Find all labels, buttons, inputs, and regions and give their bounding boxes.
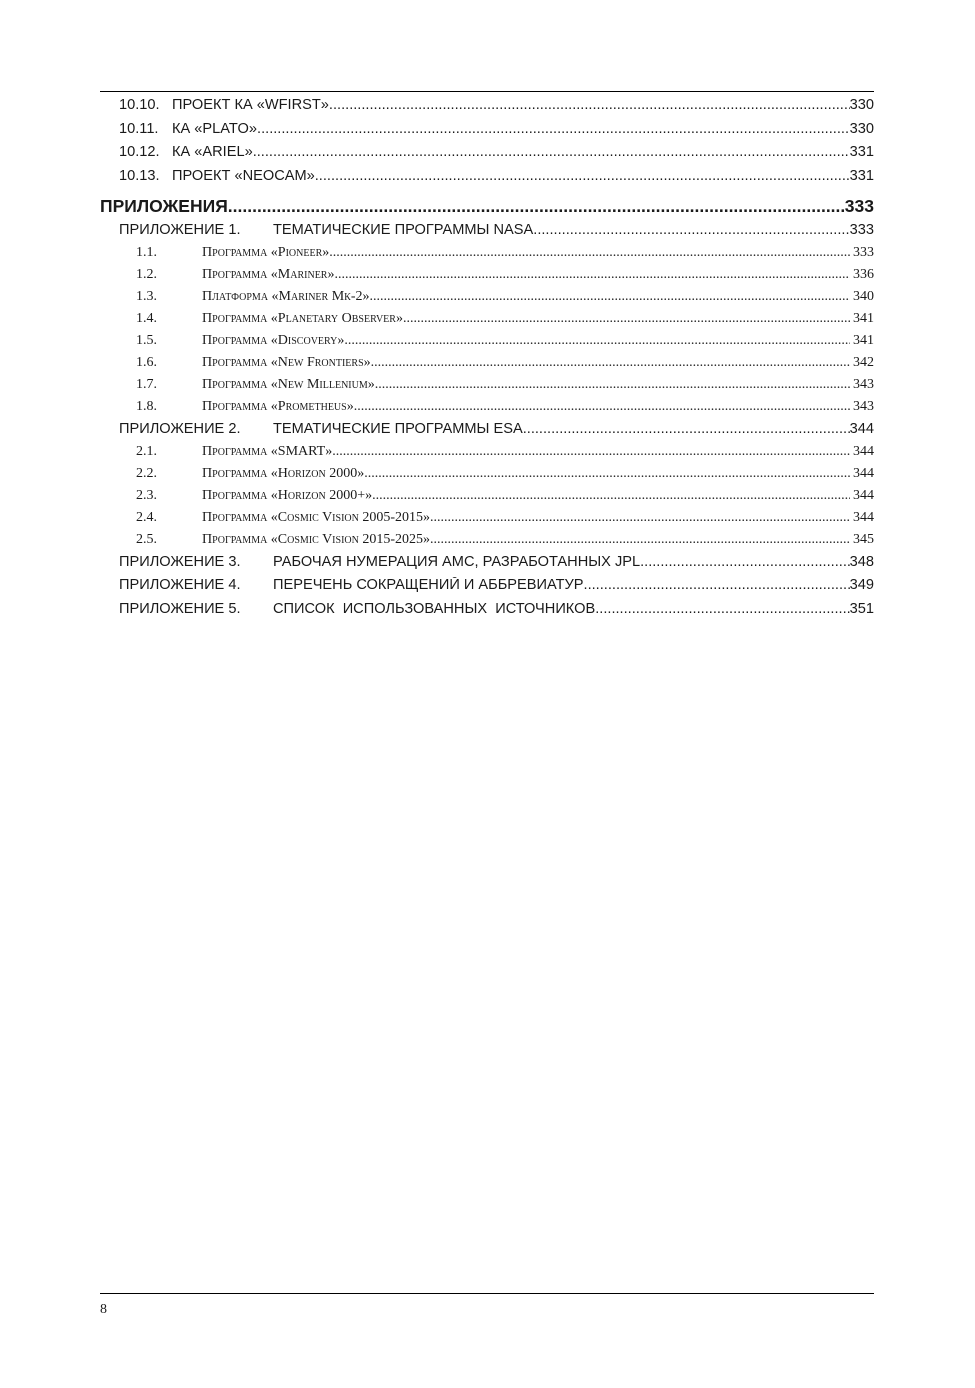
leader-dots — [364, 466, 850, 482]
leader-dots — [523, 421, 850, 437]
subitem-number: 1.8. — [136, 398, 157, 414]
leader-dots — [257, 121, 850, 137]
subitem-page: 345 — [853, 532, 874, 548]
entry-title: КА «ARIEL» — [172, 144, 253, 161]
subitem-page: 344 — [853, 466, 874, 482]
subitem-number: 2.1. — [136, 444, 157, 460]
entry-page: 331 — [849, 144, 874, 161]
leader-dots — [228, 196, 845, 217]
toc-entry-appendix[interactable] — [100, 601, 874, 624]
leader-dots — [403, 311, 850, 327]
leader-dots — [334, 267, 850, 283]
entry-page: 330 — [849, 97, 874, 113]
toc-entry-section[interactable] — [100, 97, 874, 121]
leader-dots — [354, 399, 850, 415]
leader-dots — [329, 245, 850, 261]
subitem-number: 1.1. — [136, 244, 157, 260]
subitem-number: 2.3. — [136, 488, 157, 504]
leader-dots — [315, 168, 850, 184]
subitem-title: Программа «Planetary Observer» — [202, 310, 403, 326]
subitem-title: Программа «New Millenium» — [202, 376, 375, 392]
toc-entry-section[interactable] — [100, 144, 874, 168]
header-rule — [100, 91, 874, 92]
toc-entry-section[interactable] — [100, 168, 874, 192]
toc-entry-subitem[interactable] — [100, 488, 874, 510]
subitem-page: 340 — [853, 288, 874, 304]
toc-entry-subitem[interactable] — [100, 267, 874, 289]
toc-entry-subitem[interactable] — [100, 510, 874, 532]
toc-entry-appendix[interactable] — [100, 554, 874, 577]
subitem-title: Программа «New Frontiers» — [202, 354, 371, 370]
appendix-number: ПРИЛОЖЕНИЕ 2. — [119, 420, 241, 437]
subitem-title: Программа «SMART» — [202, 444, 333, 460]
entry-title: ПРОЕКТ КА «WFIRST» — [172, 97, 329, 113]
appendix-number: ПРИЛОЖЕНИЕ 1. — [119, 221, 241, 238]
toc-entry-subitem[interactable] — [100, 355, 874, 377]
toc-entry-subitem[interactable] — [100, 532, 874, 554]
appendix-title: СПИСОК ИСПОЛЬЗОВАННЫХ ИСТОЧНИКОВ — [273, 600, 596, 617]
toc-entry-part[interactable] — [100, 192, 874, 222]
subitem-page: 343 — [853, 376, 874, 392]
leader-dots — [430, 510, 850, 526]
appendix-page: 351 — [849, 600, 874, 617]
subitem-number: 1.5. — [136, 332, 157, 348]
leader-dots — [533, 222, 849, 238]
leader-dots — [640, 554, 850, 570]
leader-dots — [253, 144, 850, 160]
subitem-title: Программа «Discovery» — [202, 332, 345, 348]
subitem-number: 1.2. — [136, 266, 157, 282]
entry-number: 10.13. — [119, 168, 160, 185]
part-title: ПРИЛОЖЕНИЯ — [100, 196, 228, 217]
appendix-title: ТЕМАТИЧЕСКИЕ ПРОГРАММЫ ESA — [273, 420, 523, 437]
subitem-page: 344 — [853, 510, 874, 526]
subitem-title: Программа «Mariner» — [202, 266, 335, 282]
entry-number: 10.10. — [119, 97, 160, 113]
subitem-number: 1.6. — [136, 354, 157, 370]
subitem-page: 341 — [853, 332, 874, 348]
leader-dots — [370, 289, 851, 305]
subitem-number: 1.4. — [136, 310, 157, 326]
toc-entry-subitem[interactable] — [100, 377, 874, 399]
table-of-contents — [100, 97, 874, 624]
appendix-number: ПРИЛОЖЕНИЕ 4. — [119, 577, 241, 594]
entry-title: ПРОЕКТ «NEOCAM» — [172, 168, 315, 185]
toc-entry-subitem[interactable] — [100, 311, 874, 333]
toc-entry-section[interactable] — [100, 121, 874, 145]
subitem-number: 1.3. — [136, 288, 157, 304]
leader-dots — [372, 488, 850, 504]
entry-page: 331 — [849, 168, 874, 185]
subitem-number: 2.4. — [136, 510, 157, 526]
toc-entry-subitem[interactable] — [100, 245, 874, 267]
leader-dots — [375, 377, 850, 393]
leader-dots — [344, 333, 850, 349]
subitem-page: 344 — [853, 488, 874, 504]
subitem-title: Программа «Prometheus» — [202, 398, 354, 414]
leader-dots — [595, 601, 849, 617]
appendix-title: ТЕМАТИЧЕСКИЕ ПРОГРАММЫ NASA — [273, 221, 534, 238]
leader-dots — [584, 577, 850, 593]
subitem-page: 342 — [853, 354, 874, 370]
subitem-title: Программа «Cosmic Vision 2015-2025» — [202, 532, 431, 548]
subitem-page: 344 — [853, 444, 874, 460]
subitem-title: Программа «Pioneer» — [202, 244, 330, 260]
leader-dots — [371, 355, 850, 371]
toc-entry-subitem[interactable] — [100, 289, 874, 311]
subitem-page: 341 — [853, 310, 874, 326]
part-page: 333 — [844, 196, 874, 217]
subitem-page: 343 — [853, 398, 874, 414]
entry-title: КА «PLATO» — [172, 120, 258, 137]
toc-entry-appendix[interactable] — [100, 222, 874, 245]
appendix-page: 348 — [849, 554, 874, 571]
subitem-title: Программа «Horizon 2000» — [202, 466, 365, 482]
subitem-title: Платформа «Mariner Мк-2» — [202, 288, 370, 304]
toc-entry-subitem[interactable] — [100, 466, 874, 488]
subitem-number: 2.5. — [136, 532, 157, 548]
leader-dots — [329, 97, 850, 113]
toc-entry-subitem[interactable] — [100, 444, 874, 466]
toc-entry-appendix[interactable] — [100, 421, 874, 444]
page-number: 8 — [100, 1302, 107, 1317]
entry-number: 10.12. — [119, 144, 160, 161]
subitem-page: 333 — [853, 244, 874, 260]
leader-dots — [430, 532, 850, 548]
appendix-page: 333 — [849, 221, 874, 238]
appendix-title: РАБОЧАЯ НУМЕРАЦИЯ АМС, РАЗРАБОТАННЫХ JPL — [273, 554, 641, 571]
appendix-number: ПРИЛОЖЕНИЕ 5. — [119, 600, 241, 617]
leader-dots — [332, 444, 850, 460]
subitem-title: Программа «Cosmic Vision 2005-2015» — [202, 510, 431, 526]
subitem-title: Программа «Horizon 2000+» — [202, 488, 373, 504]
entry-number: 10.11. — [119, 120, 159, 137]
subitem-number: 1.7. — [136, 376, 157, 392]
entry-page: 330 — [849, 120, 874, 137]
appendix-page: 344 — [849, 420, 874, 437]
appendix-page: 349 — [849, 577, 874, 594]
toc-entry-subitem[interactable] — [100, 333, 874, 355]
toc-entry-subitem[interactable] — [100, 399, 874, 421]
subitem-page: 336 — [853, 266, 874, 282]
appendix-number: ПРИЛОЖЕНИЕ 3. — [119, 554, 241, 571]
footer-rule — [100, 1293, 874, 1294]
toc-entry-appendix[interactable] — [100, 577, 874, 600]
subitem-number: 2.2. — [136, 466, 157, 482]
appendix-title: ПЕРЕЧЕНЬ СОКРАЩЕНИЙ И АББРЕВИАТУР — [273, 577, 584, 594]
